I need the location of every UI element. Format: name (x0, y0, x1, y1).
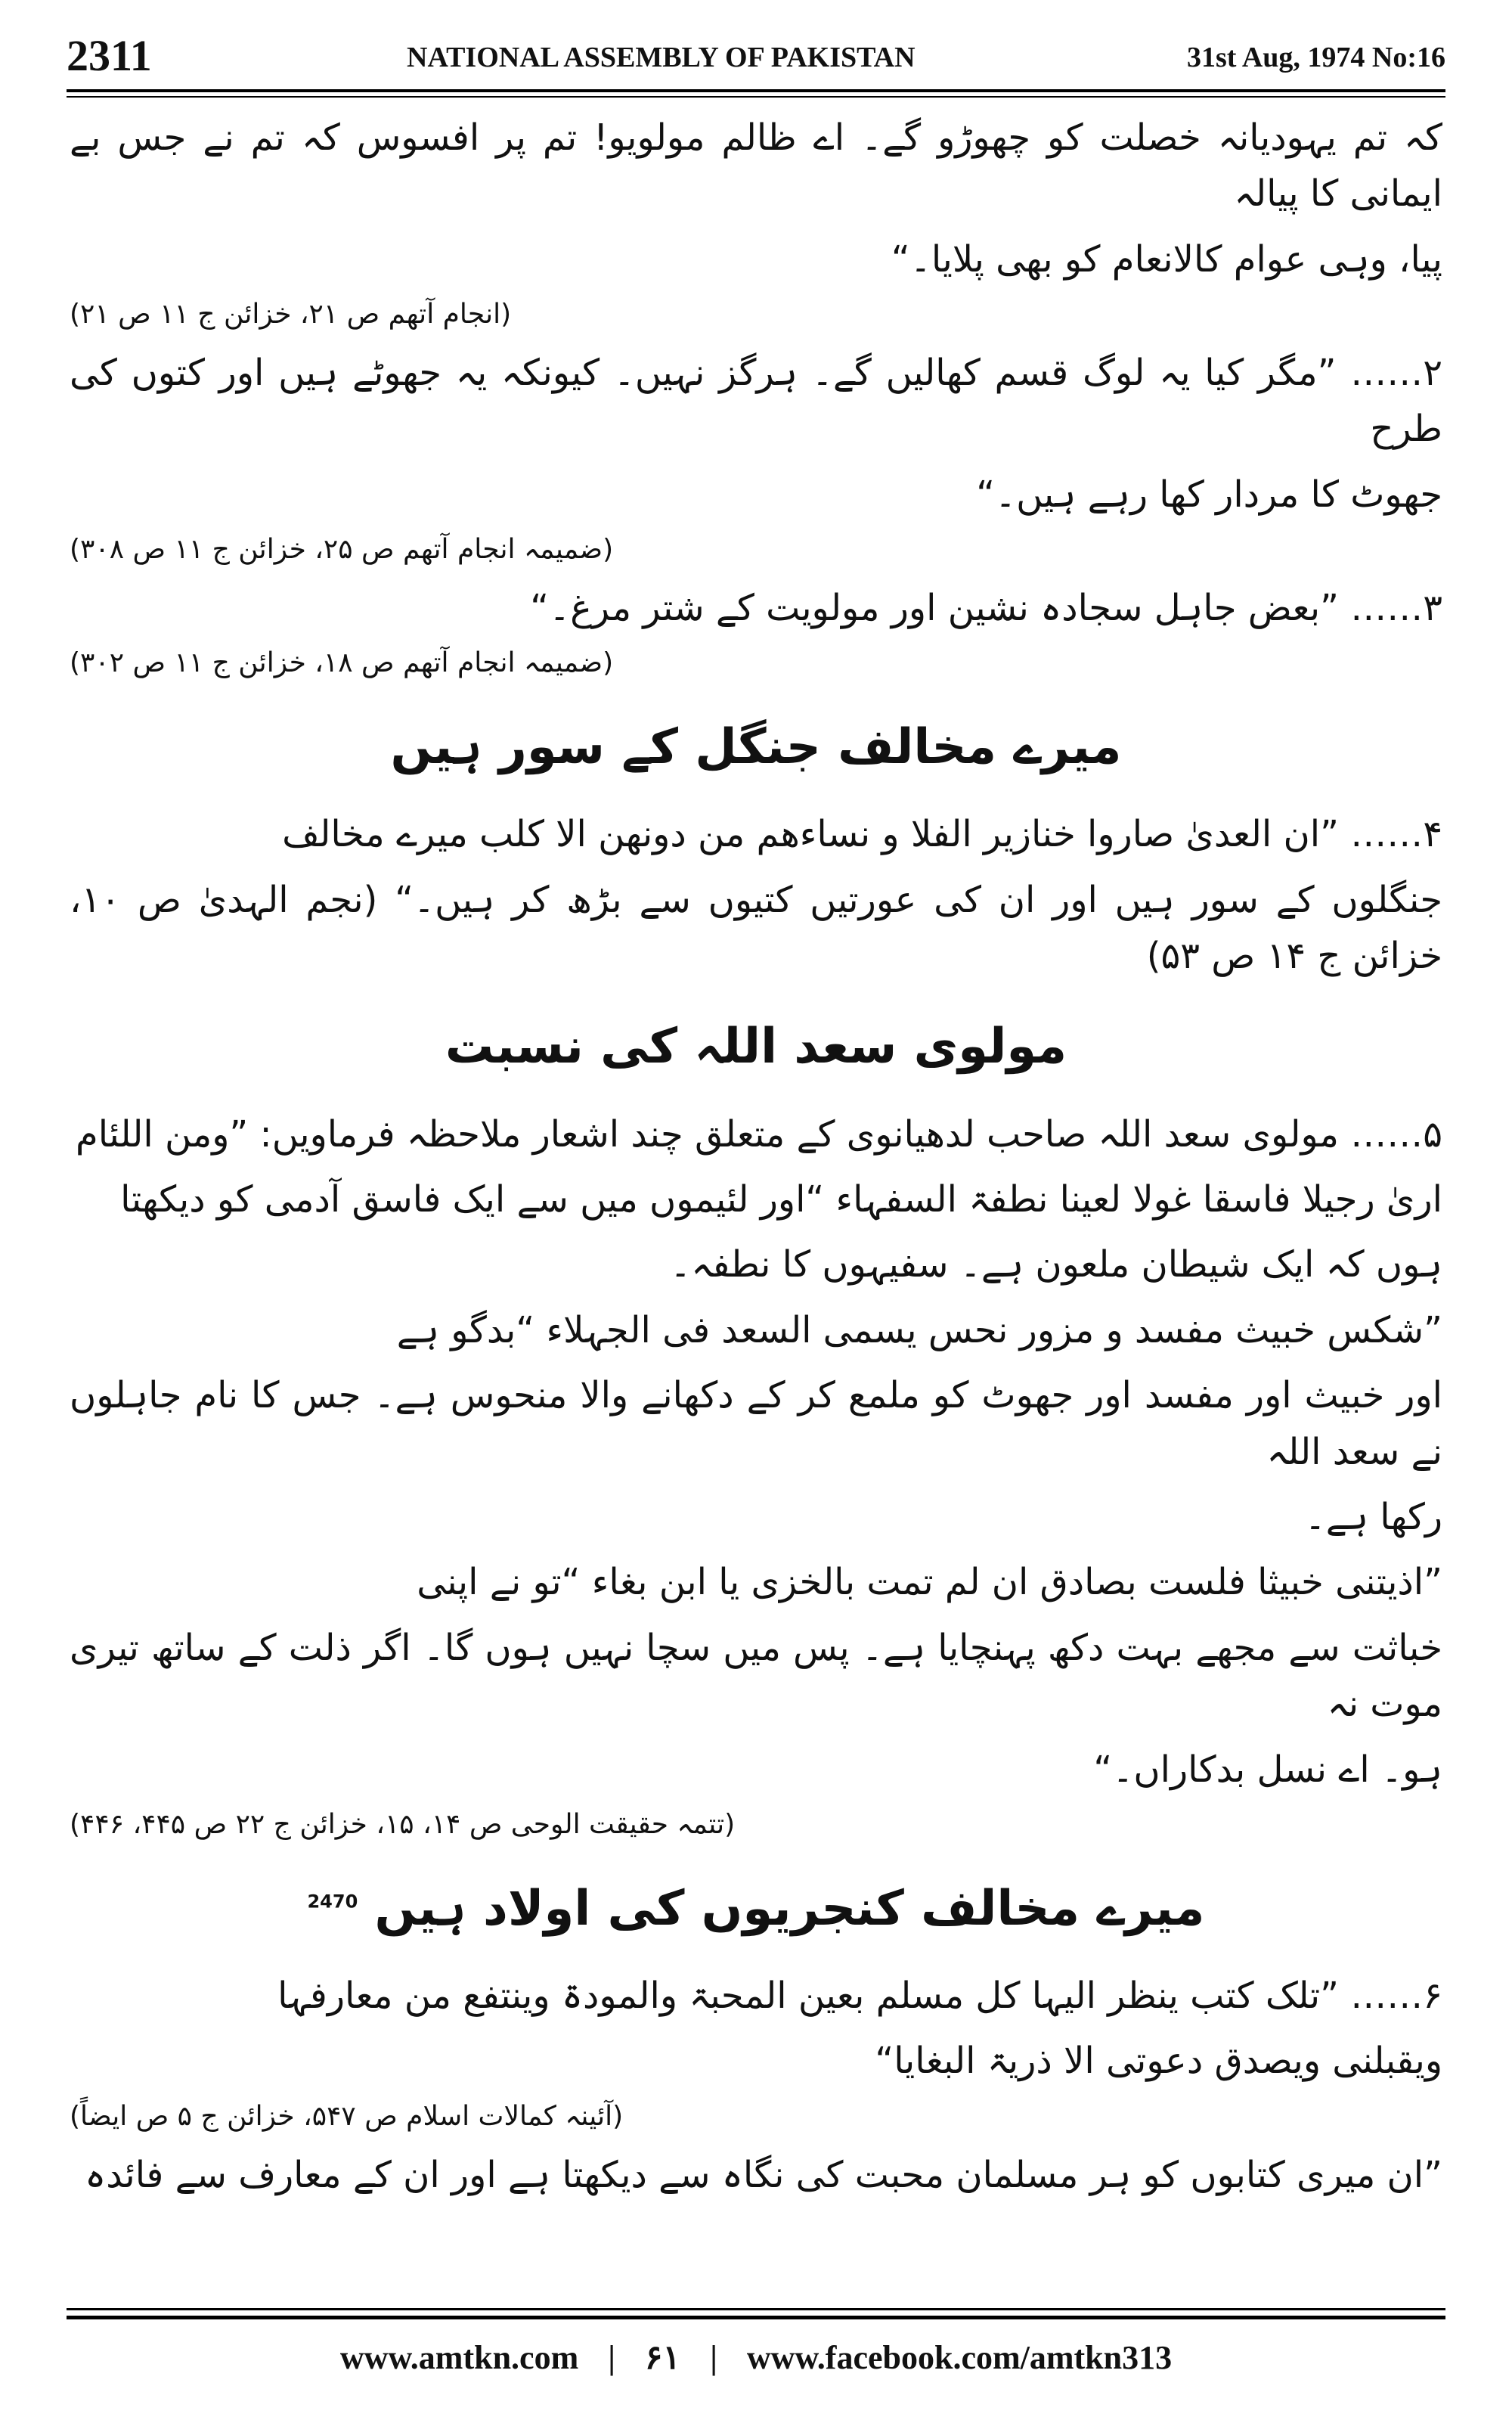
content-line: جنگلوں کے سور ہیں اور ان کی عورتیں کتیوں سے بڑھ کر ہیں۔“ (نجم الہدیٰ ص ۱۰، خزائن ج ۱۴ ص ۵۳) (70, 878, 1442, 978)
footer-separator: | (710, 2339, 717, 2376)
publication-title: NATIONAL ASSEMBLY OF PAKISTAN (407, 42, 916, 73)
content-line: ”شکس خبیث مفسد و مزور نحس یسمی السعد فی الجہلاء “بدگو ہے (396, 1308, 1442, 1351)
content-line: جھوٹ کا مردار کھا رہے ہیں۔“ (976, 473, 1442, 516)
reference-line: (آئینہ کمالات اسلام ص ۵۴۷، خزائن ج ۵ ص ایضاً) (70, 2100, 624, 2132)
content-line: ۶…… ”تلک کتب ینظر الیہا کل مسلم بعین المحبۃ والمودۃ وینتفع من معارفہا (277, 1974, 1442, 2017)
publication-date: 31st Aug, 1974 No:16 (1186, 42, 1445, 73)
header-divider-thin (67, 96, 1445, 98)
heading-number: 2470 (307, 1891, 358, 1913)
section-heading: میرے مخالف جنگل کے سور ہیں (390, 719, 1122, 776)
content-line: خباثت سے مجھے بہت دکھ پہنچایا ہے۔ پس میں سچا نہیں ہوں گا۔ اگر ذلت کے ساتھ تیری موت نہ (70, 1626, 1442, 1726)
content-line: ہوں کہ ایک شیطان ملعون ہے۔ سفیہوں کا نطفہ۔ (670, 1243, 1442, 1286)
content-line: کہ تم یہودیانہ خصلت کو چھوڑو گے۔ اے ظالم مولویو! تم پر افسوس کہ تم نے جس بے ایمانی کا پیالہ (70, 116, 1442, 216)
content-line: پیا، وہی عوام کالانعام کو بھی پلایا۔“ (891, 237, 1442, 281)
footer-divider (67, 2308, 1445, 2310)
footer-website-link[interactable]: www.amtkn.com (339, 2339, 579, 2376)
content-line: اور خبیث اور مفسد اور جھوٹ کو ملمع کر کے دکھانے والا منحوس ہے۔ جس کا نام جاہلوں نے سعد اللہ (70, 1374, 1442, 1473)
page-header (67, 30, 1445, 83)
reference-line: (ضمیمہ انجام آتھم ص ۱۸، خزائن ج ۱۱ ص ۳۰۲) (70, 647, 614, 679)
section-heading: مولوی سعد اللہ کی نسبت (445, 1019, 1067, 1075)
page-number: 2311 (67, 31, 152, 80)
footer-facebook-link[interactable]: www.facebook.com/amtkn313 (746, 2339, 1173, 2376)
content-line: رکھا ہے۔ (1304, 1496, 1442, 1539)
content-line: ۵…… مولوی سعد اللہ صاحب لدھیانوی کے متعلق چند اشعار ملاحظہ فرماویں: ”ومن اللئام (76, 1112, 1442, 1156)
footer-divider-thick (67, 2316, 1445, 2319)
content-line: ۳…… ”بعض جاہل سجادہ نشین اور مولویت کے شتر مرغ۔“ (530, 586, 1442, 629)
page-footer (76, 2338, 1436, 2384)
content-line: ”اذیتنی خبیثا فلست بصادق ان لم تمت بالخزی یا ابن بغاء “تو نے اپنی (417, 1561, 1442, 1604)
reference-line: (ضمیمہ انجام آتھم ص ۲۵، خزائن ج ۱۱ ص ۳۰۸) (70, 534, 614, 566)
reference-line: (تتمہ حقیقت الوحی ص ۱۴، ۱۵، خزائن ج ۲۲ ص ۴۴۵، ۴۴۶) (70, 1808, 736, 1840)
content-line: ہو۔ اے نسل بدکاراں۔“ (1093, 1748, 1442, 1791)
content-line: ۴…… ”ان العدیٰ صاروا خنازیر الفلا و نساءھم من دونھن الا کلب میرے مخالف (282, 813, 1442, 856)
reference-line: (انجام آتھم ص ۲۱، خزائن ج ۱۱ ص ۲۱) (70, 299, 512, 330)
content-line: ویقبلنی ویصدق دعوتی الا ذریۃ البغایا“ (875, 2040, 1442, 2083)
content-line: ”ان میری کتابوں کو ہر مسلمان محبت کی نگاہ سے دیکھتا ہے اور ان کے معارف سے فائدہ (85, 2153, 1442, 2196)
footer-separator: | (608, 2339, 615, 2376)
header-divider (67, 89, 1445, 92)
content-line: ۲…… ”مگر کیا یہ لوگ قسم کھالیں گے۔ ہرگز نہیں۔ کیونکہ یہ جھوٹے ہیں اور کتوں کی طرح (70, 351, 1442, 451)
content-line: اریٰ رجیلا فاسقا غولا لعینا نطفۃ السفہاء “اور لئیموں میں سے ایک فاسق آدمی کو دیکھتا (120, 1178, 1442, 1221)
section-heading (70, 1872, 1442, 1947)
page-content (70, 110, 1442, 2299)
section-heading-text: میرے مخالف کنجریوں کی اولاد ہیں (374, 1880, 1205, 1937)
footer-page-number: ۶۱ (644, 2339, 681, 2376)
